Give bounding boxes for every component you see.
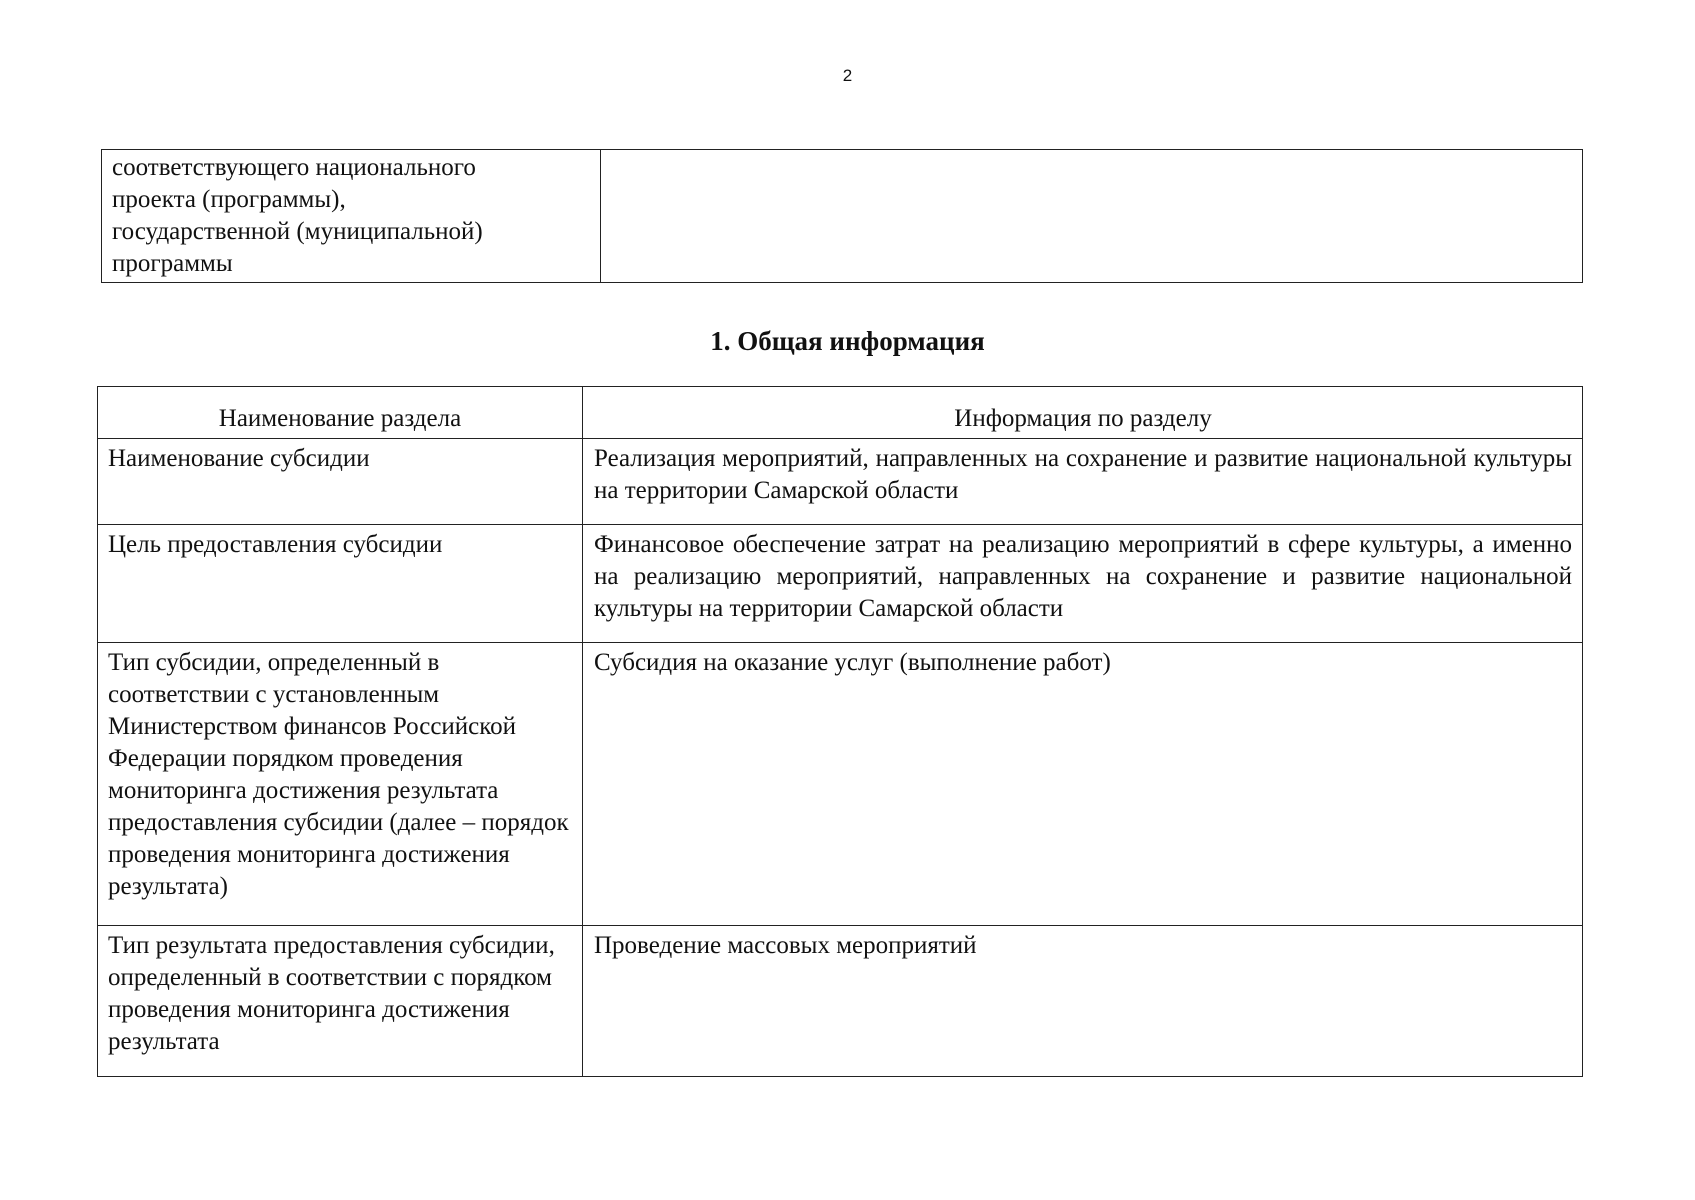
continuation-line: проекта (программы), <box>112 186 346 213</box>
table-header-row <box>98 387 1583 439</box>
column-header-section-info: Информация по разделу <box>583 387 1583 439</box>
column-header-section-name: Наименование раздела <box>98 387 583 439</box>
row-name-cell: Тип результата предоставления субсидии, определенный в соответствии с порядком проведения мониторинга достижения результата <box>98 926 583 1077</box>
table-row <box>98 525 1583 643</box>
continuation-label-cell <box>102 150 601 283</box>
table-row <box>98 439 1583 525</box>
general-info-table <box>97 386 1583 1077</box>
row-info-cell: Субсидия на оказание услуг (выполнение работ) <box>583 643 1583 926</box>
row-info-cell: Реализация мероприятий, направленных на сохранение и развитие национальной культуры на территории Самарской области <box>583 439 1583 525</box>
row-info-cell: Проведение массовых мероприятий <box>583 926 1583 1077</box>
continuation-table <box>101 149 1583 283</box>
continuation-line: государственной (муниципальной) <box>112 218 483 245</box>
row-info-cell: Финансовое обеспечение затрат на реализацию мероприятий в сфере культуры, а именно на реализацию мероприятий, направленных на сохранение и развитие национальной культуры на территории Самарской области <box>583 525 1583 643</box>
table-row <box>102 150 1583 283</box>
table-row <box>98 926 1583 1077</box>
page-number: 2 <box>842 66 853 85</box>
row-name-cell: Тип субсидии, определенный в соответствии с установленным Министерством финансов Российской Федерации порядком проведения мониторинга достижения результата предоставления субсидии (далее – порядок проведения мониторинга достижения результата) <box>98 643 583 926</box>
row-name-cell: Наименование субсидии <box>98 439 583 525</box>
continuation-line: соответствующего национального <box>112 154 476 181</box>
section-heading: 1. Общая информация <box>710 326 985 356</box>
table-row <box>98 643 1583 926</box>
continuation-value-cell <box>601 150 1583 283</box>
row-name-cell: Цель предоставления субсидии <box>98 525 583 643</box>
continuation-line: программы <box>112 250 233 277</box>
